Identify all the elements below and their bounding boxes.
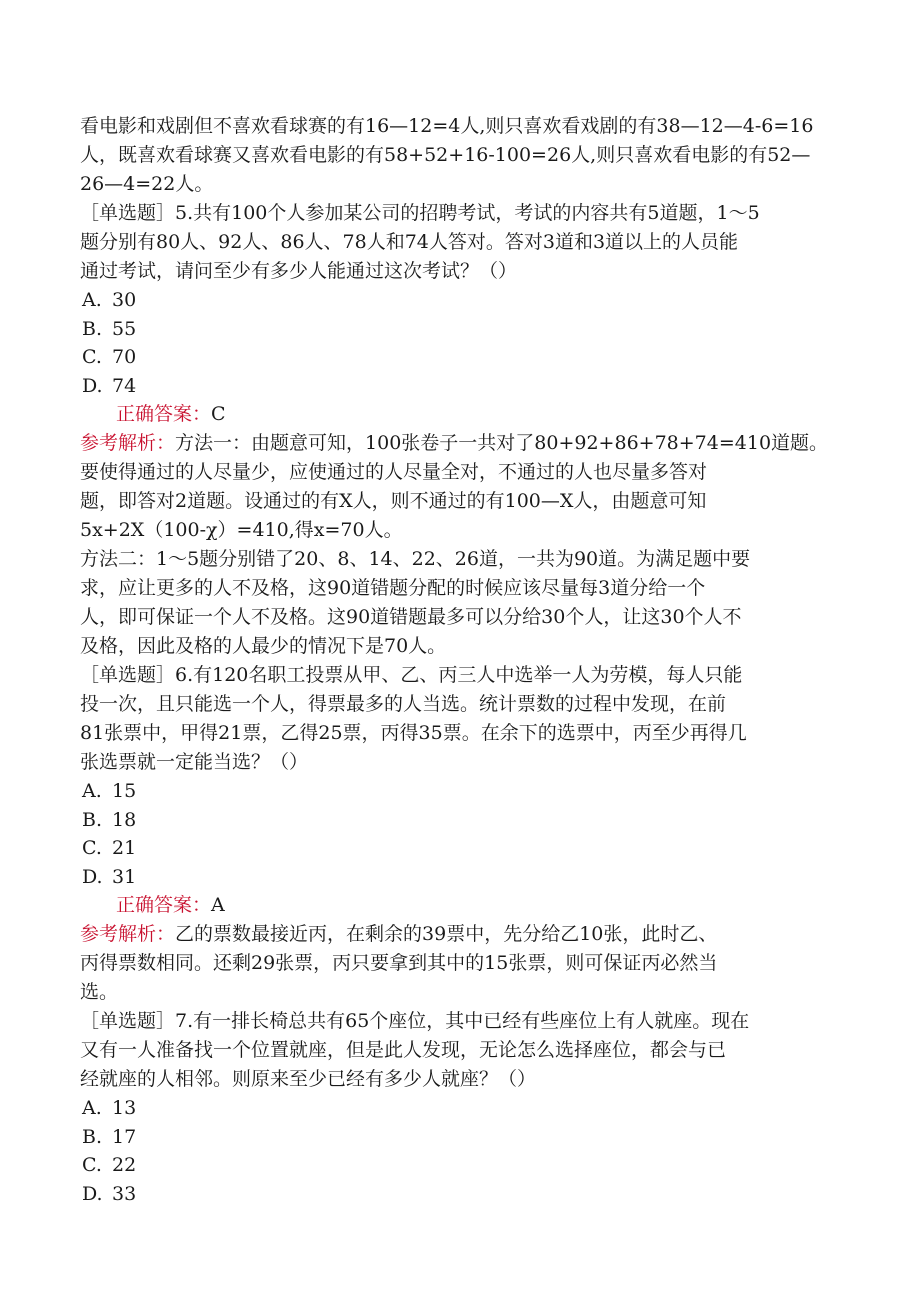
option-letter: D.	[82, 374, 103, 397]
option-text: 74	[112, 374, 137, 397]
text-line: 看电影和戏剧但不喜欢看球赛的有16—12=4人,则只喜欢看戏剧的有38—12—4-6=16	[80, 115, 814, 137]
question-stem-line: 投一次，且只能选一个人，得票最多的人当选。统计票数的过程中发现，在前	[80, 693, 727, 715]
question-stem-line: ［单选题］6.有120名职工投票从甲、乙、丙三人中选举一人为劳模，每人只能	[80, 664, 743, 686]
option-b	[80, 1123, 840, 1152]
analysis-line: 方法二：1～5题分别错了20、8、14、22、26道，一共为90道。为满足题中要	[80, 548, 751, 570]
analysis-line: 选。	[80, 981, 119, 1003]
option-a	[80, 286, 840, 315]
option-d	[80, 372, 840, 401]
option-b	[80, 806, 840, 835]
option-letter: A.	[82, 1097, 102, 1119]
analysis-line: 题，即答对2道题。设通过的有X人，则不通过的有100—X人，由题意可知	[80, 490, 707, 512]
analysis-first-line	[80, 920, 840, 949]
answer-label: 正确答案：	[116, 894, 212, 916]
option-d	[80, 863, 840, 892]
question-stem-line: 81张票中，甲得21票，乙得25票，丙得35票。在余下的选票中，丙至少再得几	[80, 722, 747, 744]
option-text: 17	[112, 1125, 137, 1148]
option-text: 13	[112, 1097, 137, 1119]
question-6	[80, 661, 840, 1007]
option-letter: C.	[82, 837, 102, 859]
option-letter: D.	[82, 865, 103, 888]
option-text: 15	[112, 780, 137, 802]
analysis-line: 求，应让更多的人不及格，这90道错题分配的时候应该尽量每3道分给一个	[80, 577, 706, 599]
analysis-label: 参考解析：	[80, 923, 176, 945]
option-letter: B.	[82, 808, 103, 831]
option-letter: C.	[82, 346, 102, 368]
question-stem-line: 通过考试，请问至少有多少人能通过这次考试？（）	[80, 260, 518, 282]
option-text: 18	[112, 808, 137, 831]
option-d	[80, 1180, 840, 1209]
answer-value: A	[211, 894, 225, 916]
option-text: 22	[112, 1154, 137, 1176]
option-letter: A.	[82, 289, 102, 311]
option-c	[80, 1151, 840, 1180]
question-stem-line: 张选票就一定能当选？（）	[80, 751, 309, 773]
option-text: 21	[112, 837, 137, 859]
option-c	[80, 343, 840, 372]
correct-answer	[80, 400, 840, 429]
option-text: 30	[112, 289, 137, 311]
option-text: 33	[112, 1182, 137, 1205]
option-letter: B.	[82, 1125, 103, 1148]
analysis-text: 乙的票数最接近丙，在剩余的39票中，先分给乙10张，此时乙、	[175, 923, 718, 945]
option-letter: B.	[82, 317, 103, 340]
question-stem-line: 题分别有80人、92人、86人、78人和74人答对。答对3道和3道以上的人员能	[80, 231, 739, 253]
text-line: 26—4=22人。	[80, 173, 214, 195]
question-stem-line: 又有一人准备找一个位置就座，但是此人发现，无论怎么选择座位，都会与已	[80, 1039, 727, 1061]
answer-value: C	[211, 403, 226, 425]
analysis-text: 方法一：由题意可知，100张卷子一共对了80+92+86+78+74=410道题。	[175, 432, 829, 454]
analysis-line: 丙得票数相同。还剩29张票，丙只要拿到其中的15张票，则可保证丙必然当	[80, 952, 718, 974]
option-a	[80, 1094, 840, 1123]
option-a	[80, 777, 840, 806]
analysis-line: 5x+2X（100-χ）=410,得x=70人。	[80, 519, 403, 541]
answer-label: 正确答案：	[116, 403, 212, 425]
option-text: 31	[112, 865, 137, 888]
analysis-line: 要使得通过的人尽量少，应使通过的人尽量全对，不通过的人也尽量多答对	[80, 461, 708, 483]
option-c	[80, 834, 840, 863]
question-stem-line: ［单选题］7.有一排长椅总共有65个座位，其中已经有些座位上有人就座。现在	[80, 1010, 750, 1032]
correct-answer	[80, 891, 840, 920]
option-letter: C.	[82, 1154, 102, 1176]
option-letter: D.	[82, 1182, 103, 1205]
document-content	[80, 112, 840, 1208]
option-text: 70	[112, 346, 137, 368]
text-line: 人，既喜欢看球赛又喜欢看电影的有58+52+16-100=26人,则只喜欢看电影的有52—	[80, 144, 811, 166]
question-stem-line: 经就座的人相邻。则原来至少已经有多少人就座？（）	[80, 1068, 537, 1090]
analysis-line: 及格，因此及格的人最少的情况下是70人。	[80, 635, 447, 657]
question-7	[80, 1007, 840, 1208]
question-5	[80, 199, 840, 661]
analysis-line: 人，即可保证一个人不及格。这90道错题最多可以分给30个人，让这30个人不	[80, 606, 742, 628]
option-b	[80, 315, 840, 344]
option-text: 55	[112, 317, 137, 340]
question-stem-line: ［单选题］5.共有100个人参加某公司的招聘考试，考试的内容共有5道题，1～5	[80, 202, 760, 224]
analysis-first-line	[80, 429, 840, 458]
analysis-label: 参考解析：	[80, 432, 176, 454]
option-letter: A.	[82, 780, 102, 802]
intro-paragraph	[80, 112, 840, 199]
